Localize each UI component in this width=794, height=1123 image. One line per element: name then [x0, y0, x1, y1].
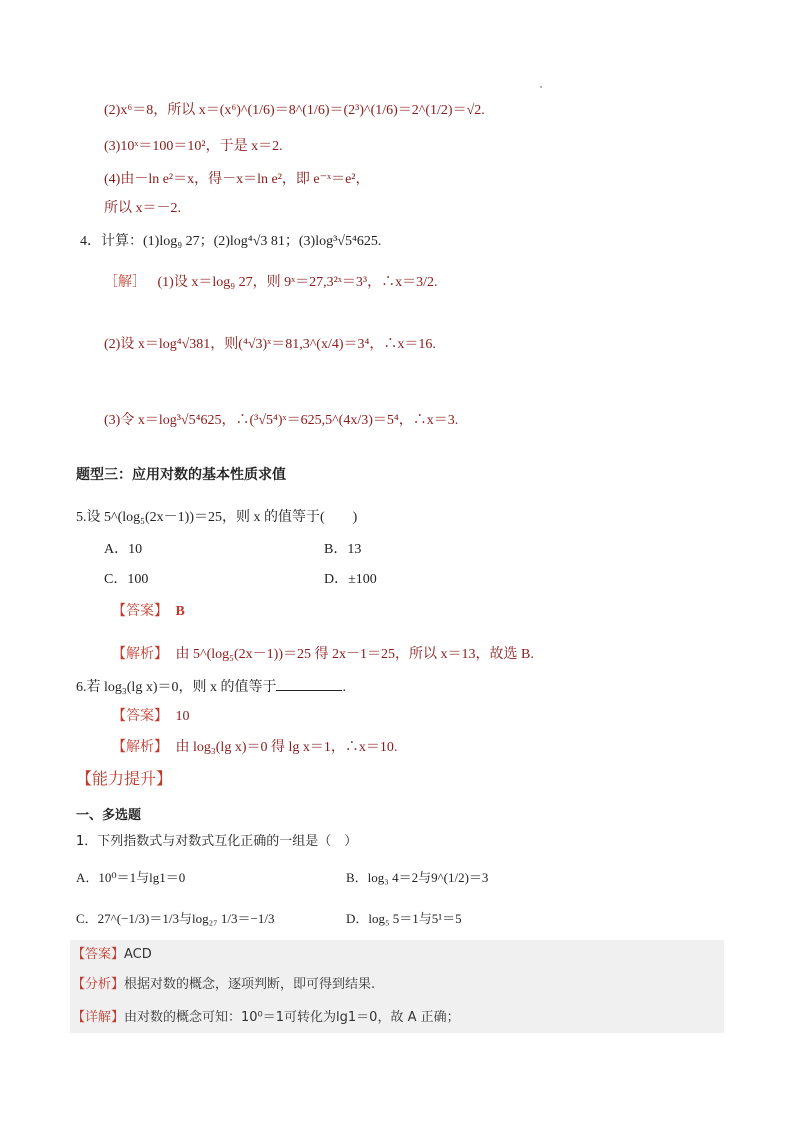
solution-line-4b: 所以 x＝－2.: [104, 201, 181, 216]
solution-line-2: (2)x⁶＝8，所以 x＝(x⁶)^(1/6)＝8^(1/6)＝(2³)^(1/6)＝2^(1/2)＝√2.: [104, 103, 485, 118]
solution-tag: ［解］: [104, 275, 146, 290]
q6-analysis: [112, 738, 397, 758]
q5-answer: [112, 602, 185, 622]
q5-option-b: B．13: [324, 542, 362, 557]
solution-line-4a: (4)由－ln e²＝x，得－x＝ln e²，即 e⁻ˣ＝e²，: [104, 172, 370, 187]
q4-solution-1-text: (1)设 x＝log₉ 27，则 9ˣ＝27,3²ˣ＝3³，∴x＝3/2.: [157, 275, 438, 290]
ability-option-c: C．27^(−1/3)＝1/3与log₂₇ 1/3＝−1/3: [76, 911, 275, 926]
answer-tag: 【答案】: [72, 947, 125, 962]
question-6-text: 6.若 log₃(lg x)＝0，则 x 的值等于: [76, 680, 277, 695]
q4-solution-1: [104, 273, 437, 293]
analysis-tag: 【分析】: [72, 977, 125, 992]
q5-answer-value: B: [175, 604, 185, 619]
ability-option-a: A．10⁰＝1与lg1＝0: [76, 870, 186, 885]
analysis-tag: 【解析】: [112, 740, 168, 755]
q5-option-d: D．±100: [324, 572, 377, 587]
ability-detail-text: 由对数的概念可知：10⁰＝1可转化为lg1＝0，故 A 正确；: [124, 1010, 460, 1025]
ability-detail: [72, 1008, 460, 1028]
q4-solution-3: (3)令 x＝log³√5⁴625，∴(³√5⁴)ˣ＝625,5^(4x/3)＝5⁴，∴x＝3.: [104, 413, 459, 428]
ability-option-b: B．log₃ 4＝2与9^(1/2)＝3: [346, 870, 489, 885]
q6-analysis-text: 由 log₃(lg x)＝0 得 lg x＝1，∴x＝10.: [175, 740, 398, 755]
detail-tag: 【详解】: [72, 1010, 125, 1025]
question-6-end: .: [342, 680, 346, 695]
analysis-tag: 【解析】: [112, 647, 168, 662]
q4-solution-2: (2)设 x＝log⁴√381，则(⁴√3)ˣ＝81,3^(x/4)＝3⁴，∴x＝16.: [104, 337, 436, 352]
ability-question-1: 1．下列指数式与对数式互化正确的一组是（ ）: [76, 834, 358, 849]
ability-answer: [72, 945, 152, 965]
q5-option-c: C．100: [104, 572, 149, 587]
section-multi-choice: 一、多选题: [76, 808, 142, 823]
answer-tag: 【答案】: [112, 709, 168, 724]
ability-answer-value: ACD: [124, 947, 152, 962]
solution-line-3: (3)10ˣ＝100＝10²，于是 x＝2.: [104, 139, 283, 154]
ability-analysis: [72, 975, 375, 995]
section-heading-ability: 【能力提升】: [76, 769, 173, 788]
q5-analysis-text: 由 5^(log₅(2x－1))＝25 得 2x－1＝25，所以 x＝13，故选 B.: [175, 647, 534, 662]
stray-dot: [540, 86, 542, 88]
ability-option-d: D．log₅ 5＝1与5¹＝5: [346, 911, 462, 926]
q6-answer-value: 10: [175, 709, 190, 724]
q5-analysis: [112, 645, 534, 665]
q5-option-a: A．10: [104, 542, 143, 557]
section-heading-type3: 题型三：应用对数的基本性质求值: [76, 467, 286, 483]
question-6: [76, 676, 346, 698]
question-5: 5.设 5^(log₅(2x－1))＝25，则 x 的值等于( ): [76, 510, 358, 525]
answer-blank: [276, 676, 342, 691]
q6-answer: [112, 707, 190, 727]
question-4: 4．计算：(1)log₉ 27；(2)log⁴√3 81；(3)log³√5⁴625.: [80, 234, 382, 249]
answer-tag: 【答案】: [112, 604, 168, 619]
ability-analysis-text: 根据对数的概念，逐项判断，即可得到结果.: [124, 977, 376, 992]
